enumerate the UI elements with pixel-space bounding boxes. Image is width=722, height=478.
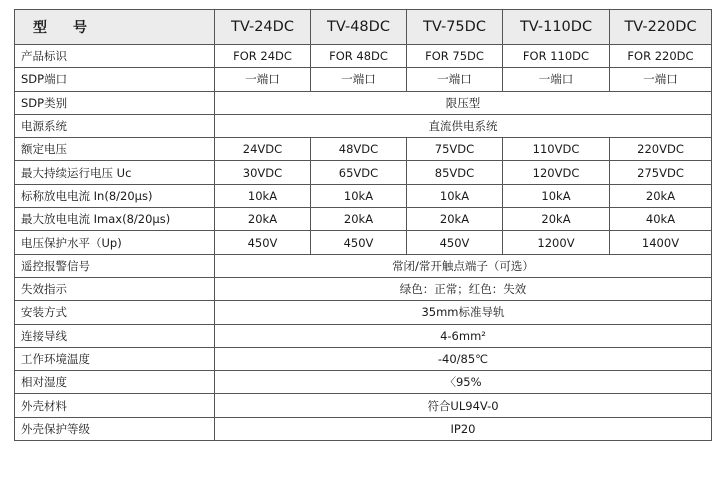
spec-value-merged: 4-6mm²: [215, 324, 712, 347]
spec-value: FOR 75DC: [407, 45, 503, 68]
model-header: TV-75DC: [407, 10, 503, 45]
model-header: TV-24DC: [215, 10, 311, 45]
spec-label: 工作环境温度: [15, 347, 215, 370]
spec-value: 一端口: [407, 68, 503, 91]
spec-value: 40kA: [610, 208, 712, 231]
spec-label: 遥控报警信号: [15, 254, 215, 277]
spec-row: [15, 277, 712, 300]
spec-label: SDP端口: [15, 68, 215, 91]
spec-value: 220VDC: [610, 138, 712, 161]
spec-value: 450V: [215, 231, 311, 254]
spec-value-merged: 35mm标准导轨: [215, 301, 712, 324]
spec-row: [15, 324, 712, 347]
spec-row: [15, 254, 712, 277]
spec-value-merged: IP20: [215, 417, 712, 440]
spec-row: [15, 114, 712, 137]
spec-value: 一端口: [503, 68, 610, 91]
spec-row: [15, 161, 712, 184]
spec-label: 电源系统: [15, 114, 215, 137]
spec-label: 外壳保护等级: [15, 417, 215, 440]
spec-value: 120VDC: [503, 161, 610, 184]
model-header: TV-48DC: [311, 10, 407, 45]
spec-row: [15, 45, 712, 68]
spec-value-merged: 限压型: [215, 91, 712, 114]
spec-value: FOR 110DC: [503, 45, 610, 68]
spec-label: 连接导线: [15, 324, 215, 347]
spec-value: 110VDC: [503, 138, 610, 161]
spec-value: 275VDC: [610, 161, 712, 184]
spec-row: [15, 347, 712, 370]
spec-table: [14, 9, 712, 441]
spec-value: 65VDC: [311, 161, 407, 184]
spec-value: FOR 220DC: [610, 45, 712, 68]
spec-label: SDP类别: [15, 91, 215, 114]
model-header-label: 型 号: [15, 10, 215, 45]
spec-label: 最大放电电流 Imax(8/20μs): [15, 208, 215, 231]
spec-label: 最大持续运行电压 Uc: [15, 161, 215, 184]
spec-table-body: [15, 45, 712, 441]
spec-value: 20kA: [311, 208, 407, 231]
spec-value: 85VDC: [407, 161, 503, 184]
spec-label: 失效指示: [15, 277, 215, 300]
spec-value: 10kA: [215, 184, 311, 207]
spec-value: 75VDC: [407, 138, 503, 161]
model-header: TV-110DC: [503, 10, 610, 45]
spec-row: [15, 91, 712, 114]
spec-value: 20kA: [215, 208, 311, 231]
spec-row: [15, 208, 712, 231]
spec-value-merged: 绿色：正常；红色：失效: [215, 277, 712, 300]
spec-value: FOR 48DC: [311, 45, 407, 68]
spec-value: 10kA: [407, 184, 503, 207]
spec-value: 20kA: [407, 208, 503, 231]
spec-value: 24VDC: [215, 138, 311, 161]
spec-value: 10kA: [503, 184, 610, 207]
spec-value: 一端口: [610, 68, 712, 91]
spec-value: 450V: [407, 231, 503, 254]
spec-value: 一端口: [311, 68, 407, 91]
spec-row: [15, 138, 712, 161]
spec-label: 产品标识: [15, 45, 215, 68]
spec-row: [15, 231, 712, 254]
spec-label: 电压保护水平（Up): [15, 231, 215, 254]
spec-label: 外壳材料: [15, 394, 215, 417]
spec-row: [15, 68, 712, 91]
model-header: TV-220DC: [610, 10, 712, 45]
spec-label: 额定电压: [15, 138, 215, 161]
spec-value: 20kA: [610, 184, 712, 207]
spec-value: 1200V: [503, 231, 610, 254]
spec-value-merged: 直流供电系统: [215, 114, 712, 137]
spec-value-merged: 〈95%: [215, 371, 712, 394]
spec-value: 一端口: [215, 68, 311, 91]
spec-row: [15, 417, 712, 440]
spec-row: [15, 301, 712, 324]
spec-label: 相对湿度: [15, 371, 215, 394]
spec-value: 10kA: [311, 184, 407, 207]
header-row: [15, 10, 712, 45]
spec-value: 30VDC: [215, 161, 311, 184]
spec-value: 1400V: [610, 231, 712, 254]
spec-row: [15, 184, 712, 207]
spec-value: 20kA: [503, 208, 610, 231]
spec-value-merged: 符合UL94V-0: [215, 394, 712, 417]
spec-label: 安装方式: [15, 301, 215, 324]
spec-row: [15, 394, 712, 417]
spec-label: 标称放电电流 In(8/20μs): [15, 184, 215, 207]
spec-value: 48VDC: [311, 138, 407, 161]
spec-value-merged: 常闭/常开触点端子（可选）: [215, 254, 712, 277]
spec-value-merged: -40/85℃: [215, 347, 712, 370]
spec-value: FOR 24DC: [215, 45, 311, 68]
spec-value: 450V: [311, 231, 407, 254]
spec-row: [15, 371, 712, 394]
